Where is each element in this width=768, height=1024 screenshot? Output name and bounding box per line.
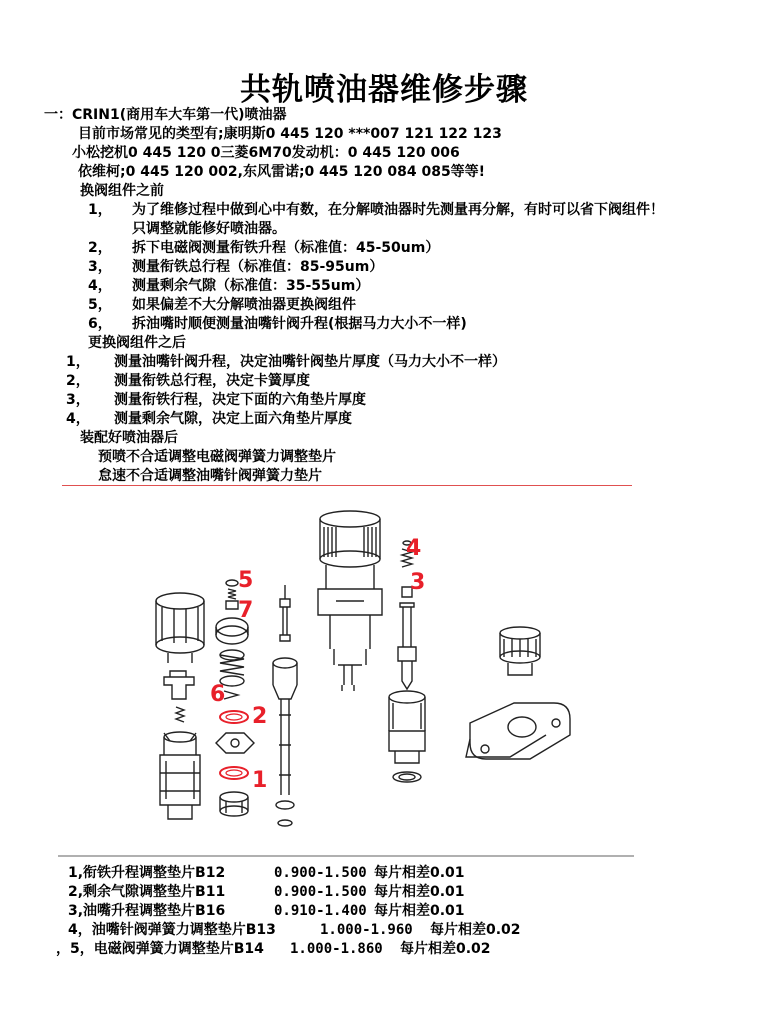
item-number: 1， (66, 354, 90, 370)
models-line-3: 依维柯;0 445 120 002,东风雷诺;0 445 120 084 085等等! (78, 164, 486, 180)
models-line-2: 小松挖机0 445 120 0三菱6M70发动机：0 445 120 006 (72, 145, 460, 161)
callout-label-1: 1 (252, 768, 268, 793)
shim-name: 1,衔铁升程调整垫片B12 (68, 865, 226, 881)
item-number: 4， (66, 411, 90, 427)
assembled-line-1: 预喷不合适调整电磁阀弹簧力调整垫片 (98, 449, 336, 465)
shim-name: 2,剩余气隙调整垫片B11 (68, 884, 226, 900)
before-heading: 换阀组件之前 (80, 183, 164, 199)
clamp-icon (466, 703, 570, 759)
item-number: 1， (88, 202, 112, 218)
hex-shim-icon (216, 733, 254, 753)
connector-bracket-icon (164, 671, 194, 699)
shim-row (68, 921, 521, 940)
callout-label-7: 7 (238, 598, 254, 623)
shim-range: 1.000-1.860 (290, 941, 383, 957)
item-text: 测量剩余气隙（标准值：35-55um） (132, 278, 370, 294)
injector-exploded-diagram (140, 505, 630, 855)
solenoid-nut-icon (156, 593, 204, 663)
nozzle-nut-icon (389, 691, 425, 782)
item-number: 2， (66, 373, 90, 389)
before-item (88, 315, 467, 333)
small-spring-icon (176, 707, 184, 722)
armature-rod-icon (273, 585, 297, 826)
shim-name: ，5，电磁阀弹簧力调整垫片B14 (56, 941, 264, 957)
callout-label-6: 6 (210, 682, 226, 707)
shim-tolerance: 每片相差0.02 (400, 941, 491, 957)
item-number: 4， (88, 278, 112, 294)
shim-range: 0.900-1.500 (274, 865, 367, 881)
item-number: 5， (88, 297, 112, 313)
before-item (88, 239, 439, 257)
nozzle-needle-icon (398, 603, 416, 689)
page-title: 共轨喷油器维修步骤 (240, 72, 528, 108)
shim-row (68, 883, 465, 902)
shim-range: 1.000-1.960 (320, 922, 413, 938)
item-number: 2， (88, 240, 112, 256)
shim-row (68, 864, 465, 883)
shim-row (56, 940, 491, 959)
section-heading: 一：CRIN1(商用车大车第一代)喷油器 (44, 107, 287, 123)
shim-name: 3,油嘴升程调整垫片B16 (68, 903, 226, 919)
injector-body-icon (318, 511, 382, 691)
divider (62, 485, 632, 486)
callout-label-5: 5 (238, 568, 254, 593)
before-item-cont: 只调整就能修好喷油器。 (132, 221, 286, 237)
after-item (66, 410, 352, 428)
assembled-heading: 装配好喷油器后 (80, 430, 178, 446)
item-text: 拆油嘴时顺便测量油嘴针阀升程(根据马力大小不一样) (132, 316, 467, 332)
item-text: 测量油嘴针阀升程，决定油嘴针阀垫片厚度（马力大小不一样） (114, 354, 506, 370)
assembled-line-2: 怠速不合适调整油嘴针阀弹簧力垫片 (98, 468, 322, 484)
callout-label-3: 3 (410, 570, 426, 595)
callout-label-2: 2 (252, 704, 268, 729)
item-text: 测量衔铁总行程，决定卡簧厚度 (114, 373, 310, 389)
before-item (88, 296, 356, 314)
item-text: 如果偏差不大分解喷油器更换阀组件 (132, 297, 356, 313)
shim-tolerance: 每片相差0.01 (374, 884, 465, 900)
shim-range: 0.910-1.400 (274, 903, 367, 919)
after-item (66, 372, 310, 390)
callout-label-4: 4 (406, 536, 422, 561)
shim-name: 4，油嘴针阀弹簧力调整垫片B13 (68, 922, 276, 938)
after-item (66, 391, 366, 409)
models-line-1: 目前市场常见的类型有;康明斯0 445 120 ***007 121 122 123 (78, 126, 502, 142)
divider (58, 855, 634, 857)
item-text: 测量衔铁行程，决定下面的六角垫片厚度 (114, 392, 366, 408)
shim-tolerance: 每片相差0.01 (374, 865, 465, 881)
solenoid-body-icon (160, 732, 200, 819)
shim-tolerance: 每片相差0.01 (374, 903, 465, 919)
shim-row (68, 902, 465, 921)
item-number: 3， (88, 259, 112, 275)
item-text: 为了维修过程中做到心中有数，在分解喷油器时先测量再分解，有时可以省下阀组件！ (132, 202, 664, 218)
shim-tolerance: 每片相差0.02 (430, 922, 521, 938)
item-text: 测量剩余气隙，决定上面六角垫片厚度 (114, 411, 352, 427)
after-item (66, 353, 506, 371)
item-number: 3， (66, 392, 90, 408)
item-text: 测量衔铁总行程（标准值：85-95um） (132, 259, 384, 275)
nut-bottom-icon (220, 792, 248, 816)
shim-range: 0.900-1.500 (274, 884, 367, 900)
fitting-icon (500, 627, 540, 675)
after-heading: 更换阀组件之后 (88, 335, 186, 351)
before-item (88, 258, 383, 276)
item-number: 6， (88, 316, 112, 332)
before-item (88, 201, 664, 219)
before-item (88, 277, 369, 295)
item-text: 拆下电磁阀测量衔铁升程（标准值：45-50um） (132, 240, 440, 256)
